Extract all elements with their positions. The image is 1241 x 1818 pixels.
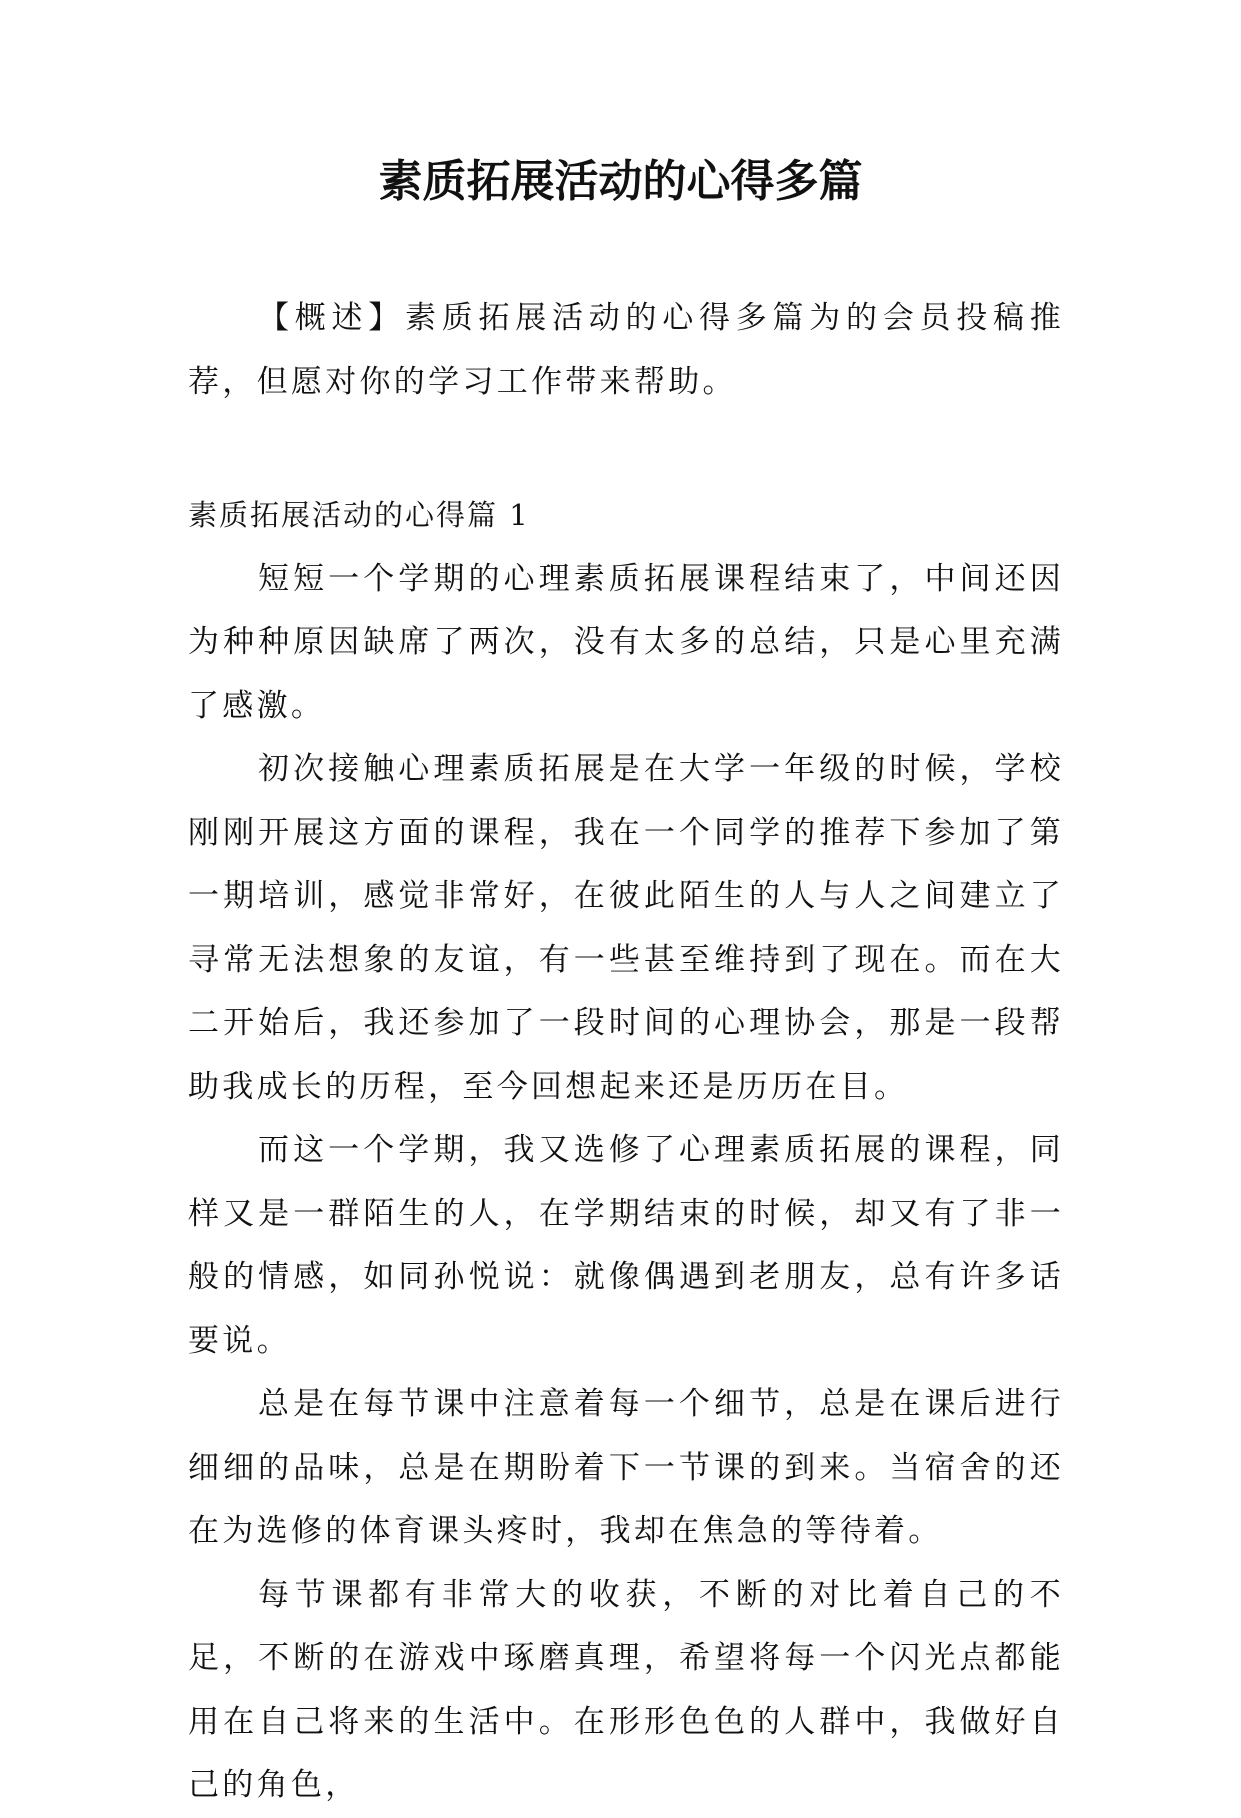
document-body	[188, 287, 1064, 1818]
body-paragraph-3: 而这一个学期，我又选修了心理素质拓展的课程，同样又是一群陌生的人，在学期结束的时候，却又有了非一般的情感，如同孙悦说：就像偶遇到老朋友，总有许多话要说。	[188, 1132, 1064, 1359]
body-paragraph-4: 总是在每节课中注意着每一个细节，总是在课后进行细细的品味，总是在期盼着下一节课的到来。当宿舍的还在为选修的体育课头疼时，我却在焦急的等待着。	[188, 1386, 1064, 1549]
summary-paragraph: 【概述】素质拓展活动的心得多篇为的会员投稿推荐，但愿对你的学习工作带来帮助。	[188, 300, 1064, 400]
body-paragraph-5: 每节课都有非常大的收获，不断的对比着自己的不足，不断的在游戏中琢磨真理，希望将每一个闪光点都能用在自己将来的生活中。在形形色色的人群中，我做好自己的角色，	[188, 1576, 1064, 1803]
section-heading: 素质拓展活动的心得篇 1	[188, 498, 530, 532]
document-title: 素质拓展活动的心得多篇	[378, 156, 863, 207]
body-paragraph-1: 短短一个学期的心理素质拓展课程结束了，中间还因为种种原因缺席了两次，没有太多的总结，只是心里充满了感激。	[188, 560, 1064, 724]
body-paragraph-2: 初次接触心理素质拓展是在大学一年级的时候，学校刚刚开展这方面的课程，我在一个同学的推荐下参加了第一期培训，感觉非常好，在彼此陌生的人与人之间建立了寻常无法想象的友谊，有一些甚至维持到了现在。而在大二开始后，我还参加了一段时间的心理协会，那是一段帮助我成长的历程，至今回想起来还是历历在目。	[188, 751, 1064, 1105]
